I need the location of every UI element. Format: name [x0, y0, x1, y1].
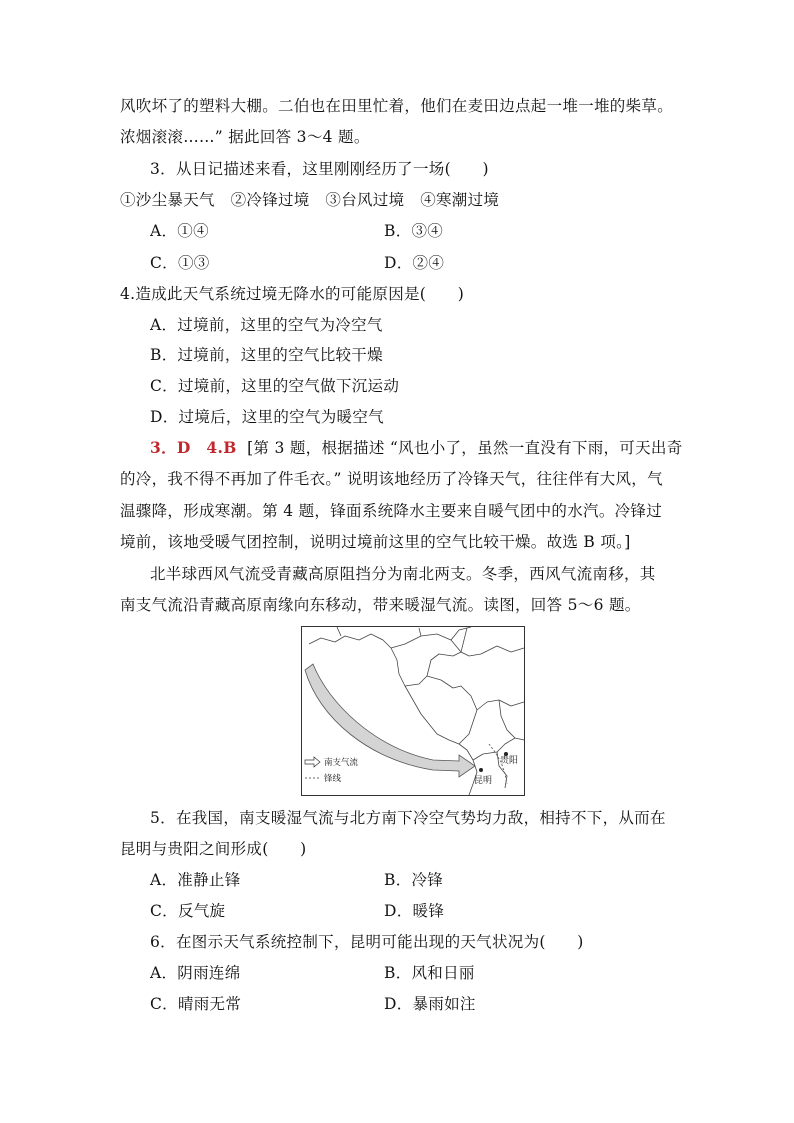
legend-front-label: 锋线 [324, 774, 342, 784]
southern-branch-airflow-map [301, 626, 525, 796]
answer-line-4: 境前，该地受暖气团控制，说明过境前这里的空气比较干燥。故选 B 项。] [120, 533, 631, 551]
city-kunming-label: 昆明 [474, 776, 493, 786]
q3-stem: 3．从日记描述来看，这里刚刚经历了一场( ) [150, 160, 489, 178]
q3-option-b: B．③④ [384, 222, 444, 240]
answer-label: 3．D 4.B [150, 438, 237, 457]
q5-option-c: C．反气旋 [150, 902, 226, 920]
answer-line-3: 温骤降，形成寒潮。第 4 题，锋面系统降水主要来自暖气团中的水汽。冷锋过 [120, 502, 663, 520]
q6-stem: 6．在图示天气系统控制下，昆明可能出现的天气状况为( ) [150, 933, 584, 951]
q3-option-d: D．②④ [384, 254, 445, 272]
q6-option-d: D．暴雨如注 [384, 995, 476, 1013]
q6-option-b: B．风和日丽 [384, 964, 475, 982]
legend-flow-label: 南支气流 [324, 758, 359, 768]
q6-option-c: C．晴雨无常 [150, 995, 242, 1013]
kunming-dot [479, 768, 483, 772]
q5-option-d: D．暖锋 [384, 902, 445, 920]
q5-stem-line-1: 5．在我国，南支暖湿气流与北方南下冷空气势均力敌，相持不下，从而在 [150, 809, 666, 827]
answer-line-1 [150, 438, 683, 458]
q4-option-a: A．过境前，这里的空气为冷空气 [150, 316, 383, 334]
city-guiyang-label: 贵阳 [500, 756, 519, 766]
q5-option-b: B．冷锋 [384, 871, 444, 889]
intro-line-2: 浓烟滚滚……” 据此回答 3～4 题。 [120, 128, 370, 146]
answer-line-2: 的冷，我不得不再加了件毛衣。” 说明该地经历了冷锋天气，往往伴有大风，气 [120, 470, 663, 488]
q4-option-c: C．过境前，这里的空气做下沉运动 [150, 377, 400, 395]
passage2-line-2: 南支气流沿青藏高原南缘向东移动，带来暖湿气流。读图，回答 5～6 题。 [120, 596, 641, 614]
q5-option-a: A．准静止锋 [150, 871, 241, 889]
intro-line-1: 风吹坏了的塑料大棚。二伯也在田里忙着，他们在麦田边点起一堆一堆的柴草。 [120, 97, 674, 115]
q5-stem-line-2: 昆明与贵阳之间形成( ) [120, 840, 307, 858]
passage2-line-1: 北半球西风气流受青藏高原阻挡分为南北两支。冬季，西风气流南移，其 [150, 565, 656, 583]
q3-items: ①沙尘暴天气 ②冷锋过境 ③台风过境 ④寒潮过境 [120, 191, 500, 209]
answer-text-1: [第 3 题，根据描述 “风也小了，虽然一直没有下雨，可天出奇 [247, 439, 683, 457]
q3-option-a: A．①④ [150, 222, 209, 240]
q4-option-d: D．过境后，这里的空气为暖空气 [150, 408, 384, 426]
q3-option-c: C．①③ [150, 254, 210, 272]
q4-stem: 4.造成此天气系统过境无降水的可能原因是( ) [120, 285, 465, 303]
q6-option-a: A．阴雨连绵 [150, 964, 241, 982]
q4-option-b: B．过境前，这里的空气比较干燥 [150, 346, 383, 364]
